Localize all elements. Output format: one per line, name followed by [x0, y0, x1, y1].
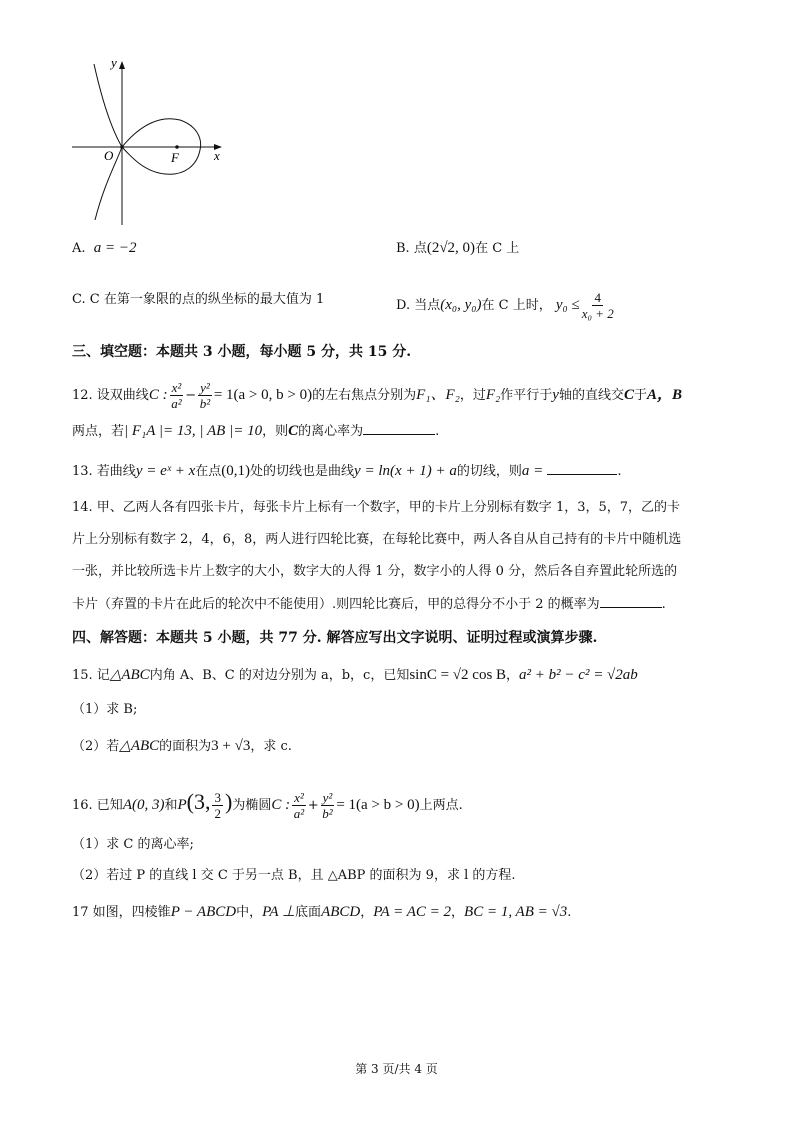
q17-base: ABCD: [321, 904, 361, 920]
question-16-part-2: （2）若过 P 的直线 l 交 C 于另一点 B，且 △ABP 的面积为 9，求 l 的方程.: [72, 868, 516, 883]
curve-loop: [122, 119, 201, 174]
option-a-label: A.: [72, 241, 86, 256]
q13-end: .: [617, 464, 622, 479]
q17-end: .: [567, 905, 572, 920]
q13-point: (0,1): [221, 463, 251, 479]
option-d: [396, 290, 616, 321]
option-b-math: (2√2, 0): [426, 240, 476, 256]
option-c: [72, 290, 324, 310]
q15-text: 内角 A、B、C 的对边分别为 a，b，c，已知: [149, 668, 410, 683]
option-b: [396, 238, 519, 259]
q12-y: y: [552, 387, 559, 403]
q12-cond: = 1(a > 0, b > 0): [213, 387, 313, 403]
q13-curve2: y = ln(x + 1) + a: [354, 463, 457, 479]
question-14-line-1: 14. 甲、乙两人各有四张卡片，每张卡片上标有一个数字，甲的卡片上分别标有数字 1，3，5，7，乙的卡: [72, 500, 681, 515]
fraction-denominator: a²: [171, 396, 182, 411]
fraction-denominator: a²: [293, 806, 305, 821]
q17-text: 中，: [236, 905, 263, 920]
section-3-heading: 三、填空题：本题共 3 小题，每小题 5 分，共 15 分.: [72, 344, 412, 360]
page-footer: 第 3 页/共 4 页: [355, 1062, 438, 1076]
q16-point-a: A(0, 3): [122, 797, 165, 813]
q12-intro: 12. 设双曲线: [72, 388, 149, 403]
fraction-denominator: b²: [322, 806, 333, 821]
q12-f2: F₂: [485, 387, 501, 403]
fraction-numerator: y²: [200, 380, 210, 395]
fraction-denominator: x₀ + 2: [581, 306, 614, 321]
q17-comma2: ，: [451, 905, 465, 920]
q13-curve1: y = eˣ + x: [135, 463, 196, 479]
option-d-lhs: y₀ ≤: [555, 297, 580, 313]
question-14-line-2: 片上分别标有数字 2，4，6，8，两人进行四轮比赛，在每轮比赛中，两人各自从自己持有的卡片中随机选: [72, 532, 682, 547]
fraction-denominator: b²: [199, 396, 211, 411]
q17-intro: 17 如图，四棱锥: [72, 905, 171, 920]
q17-eq1: PA = AC = 2: [373, 904, 452, 920]
q12-frac1: [170, 380, 184, 411]
q17-comma: ，: [360, 905, 374, 920]
q15-triangle: △ABC: [109, 667, 150, 683]
question-16-part-1: （1）求 C 的离心率;: [72, 837, 194, 852]
q17-pyramid: P − ABCD: [170, 904, 237, 920]
y-axis-arrow-icon: [119, 61, 125, 69]
q12-text5: 于: [634, 388, 648, 403]
x-label: x: [214, 148, 220, 163]
q13-text3: 的切线，则: [456, 464, 522, 479]
question-16: [72, 790, 463, 821]
q17-eq2: BC = 1, AB = √3: [464, 904, 568, 920]
q14-end: .: [661, 597, 666, 612]
option-a-math: a = −2: [93, 240, 137, 256]
q15-s2-triangle: △ABC: [119, 738, 160, 754]
focus-point: [175, 145, 179, 149]
q17-perp: PA ⊥: [262, 904, 296, 920]
q12-text: 的左右焦点分别为: [312, 388, 417, 403]
curve-left-branch: [94, 64, 122, 220]
question-15: [72, 665, 638, 686]
q16-frac2: [321, 790, 335, 821]
q12-frac2: [198, 380, 212, 411]
q15-s2-area: 3 + √3: [211, 738, 251, 754]
q15-s2-text: （2）若: [72, 739, 120, 754]
q12-text3: 作平行于: [500, 388, 553, 403]
q12-minus: −: [185, 388, 197, 403]
q16-p: P: [177, 797, 187, 813]
q16-p-frac: [212, 790, 223, 821]
q13-text: 在点: [195, 464, 222, 479]
fraction-denominator: 2: [214, 806, 221, 821]
q16-text: 为椭圆: [232, 798, 272, 813]
q15-intro: 15. 记: [72, 668, 110, 683]
q13-text2: 处的切线也是曲线: [250, 464, 355, 479]
q12-l2-text: 两点，若: [72, 424, 125, 439]
q12-c: C :: [148, 387, 168, 403]
q14-l4-text: 卡片（弃置的卡片在此后的轮次中不能使用）.则四轮比赛后，甲的总得分不小于 2 的概率为: [72, 597, 600, 612]
answer-blank-13[interactable]: [547, 460, 617, 475]
option-d-label: D. 当点: [396, 298, 441, 313]
q16-p-open: (3,: [186, 789, 211, 814]
q12-text4: 轴的直线交: [558, 388, 624, 403]
q16-text2: 上两点.: [419, 798, 463, 813]
q12-ab: A，B: [647, 387, 683, 403]
answer-blank-12[interactable]: [363, 420, 435, 435]
q12-text2: ，过: [459, 388, 486, 403]
q15-comma: ，: [506, 668, 520, 683]
q12-l2-text3: 的离心率为: [298, 424, 364, 439]
option-b-tail: 在 C 上: [475, 241, 520, 256]
question-13: [72, 460, 622, 482]
option-d-fraction: [582, 290, 614, 321]
question-12: [72, 380, 682, 411]
curve-figure: [60, 50, 240, 230]
q13-intro: 13. 若曲线: [72, 464, 136, 479]
option-b-label: B. 点: [396, 241, 427, 256]
q16-c: C :: [271, 797, 291, 813]
q15-s2-text2: 的面积为: [159, 739, 212, 754]
origin-point: [120, 145, 124, 149]
option-d-point: (x₀, y₀): [440, 297, 482, 313]
q12-c2: C: [623, 387, 634, 403]
q15-eq2: a² + b² − c² = √2ab: [519, 667, 638, 683]
q13-a: a =: [521, 463, 544, 479]
origin-label: O: [104, 148, 114, 163]
q12-l2-text2: ，则: [262, 424, 289, 439]
q16-p-close: ): [224, 789, 233, 814]
option-c-text: C. C 在第一象限的点的纵坐标的最大值为 1: [72, 292, 325, 307]
q16-plus: +: [307, 798, 319, 813]
fraction-numerator: y²: [322, 790, 333, 805]
question-17: [72, 902, 571, 923]
answer-blank-14[interactable]: [600, 593, 662, 608]
question-12-line-2: [72, 420, 439, 442]
q12-l2-c: C: [288, 423, 299, 439]
question-15-part-2: [72, 736, 292, 757]
focus-label: F: [171, 150, 179, 165]
question-15-part-1: （1）求 B;: [72, 702, 138, 717]
q16-frac1: [292, 790, 306, 821]
q16-and: 和: [164, 798, 178, 813]
q12-end: .: [435, 424, 440, 439]
q17-text2: 底面: [295, 905, 322, 920]
q16-intro: 16. 已知: [72, 798, 123, 813]
q16-cond: = 1(a > b > 0): [336, 797, 420, 813]
y-label: y: [111, 55, 117, 70]
fraction-numerator: x²: [171, 380, 182, 395]
question-14-line-3: 一张，并比较所选卡片上数字的大小，数字大的人得 1 分，数字小的人得 0 分，然后各自弃置此轮所选的: [72, 564, 678, 579]
q12-l2-math: | F₁A |= 13, | AB |= 10: [124, 423, 263, 439]
fraction-numerator: 4: [594, 290, 601, 305]
fraction-numerator: x²: [294, 790, 304, 805]
fraction-numerator: 3: [214, 790, 221, 805]
q15-eq1: sinC = √2 cos B: [409, 667, 507, 683]
q12-foci: F₁、F₂: [416, 387, 460, 403]
option-a: [72, 238, 137, 259]
option-d-mid: 在 C 上时，: [481, 298, 552, 313]
question-14-line-4: [72, 593, 666, 615]
q15-s2-text3: ，求 c.: [250, 739, 292, 754]
section-4-heading: 四、解答题：本题共 5 小题，共 77 分. 解答应写出文字说明、证明过程或演算步骤.: [72, 630, 598, 646]
